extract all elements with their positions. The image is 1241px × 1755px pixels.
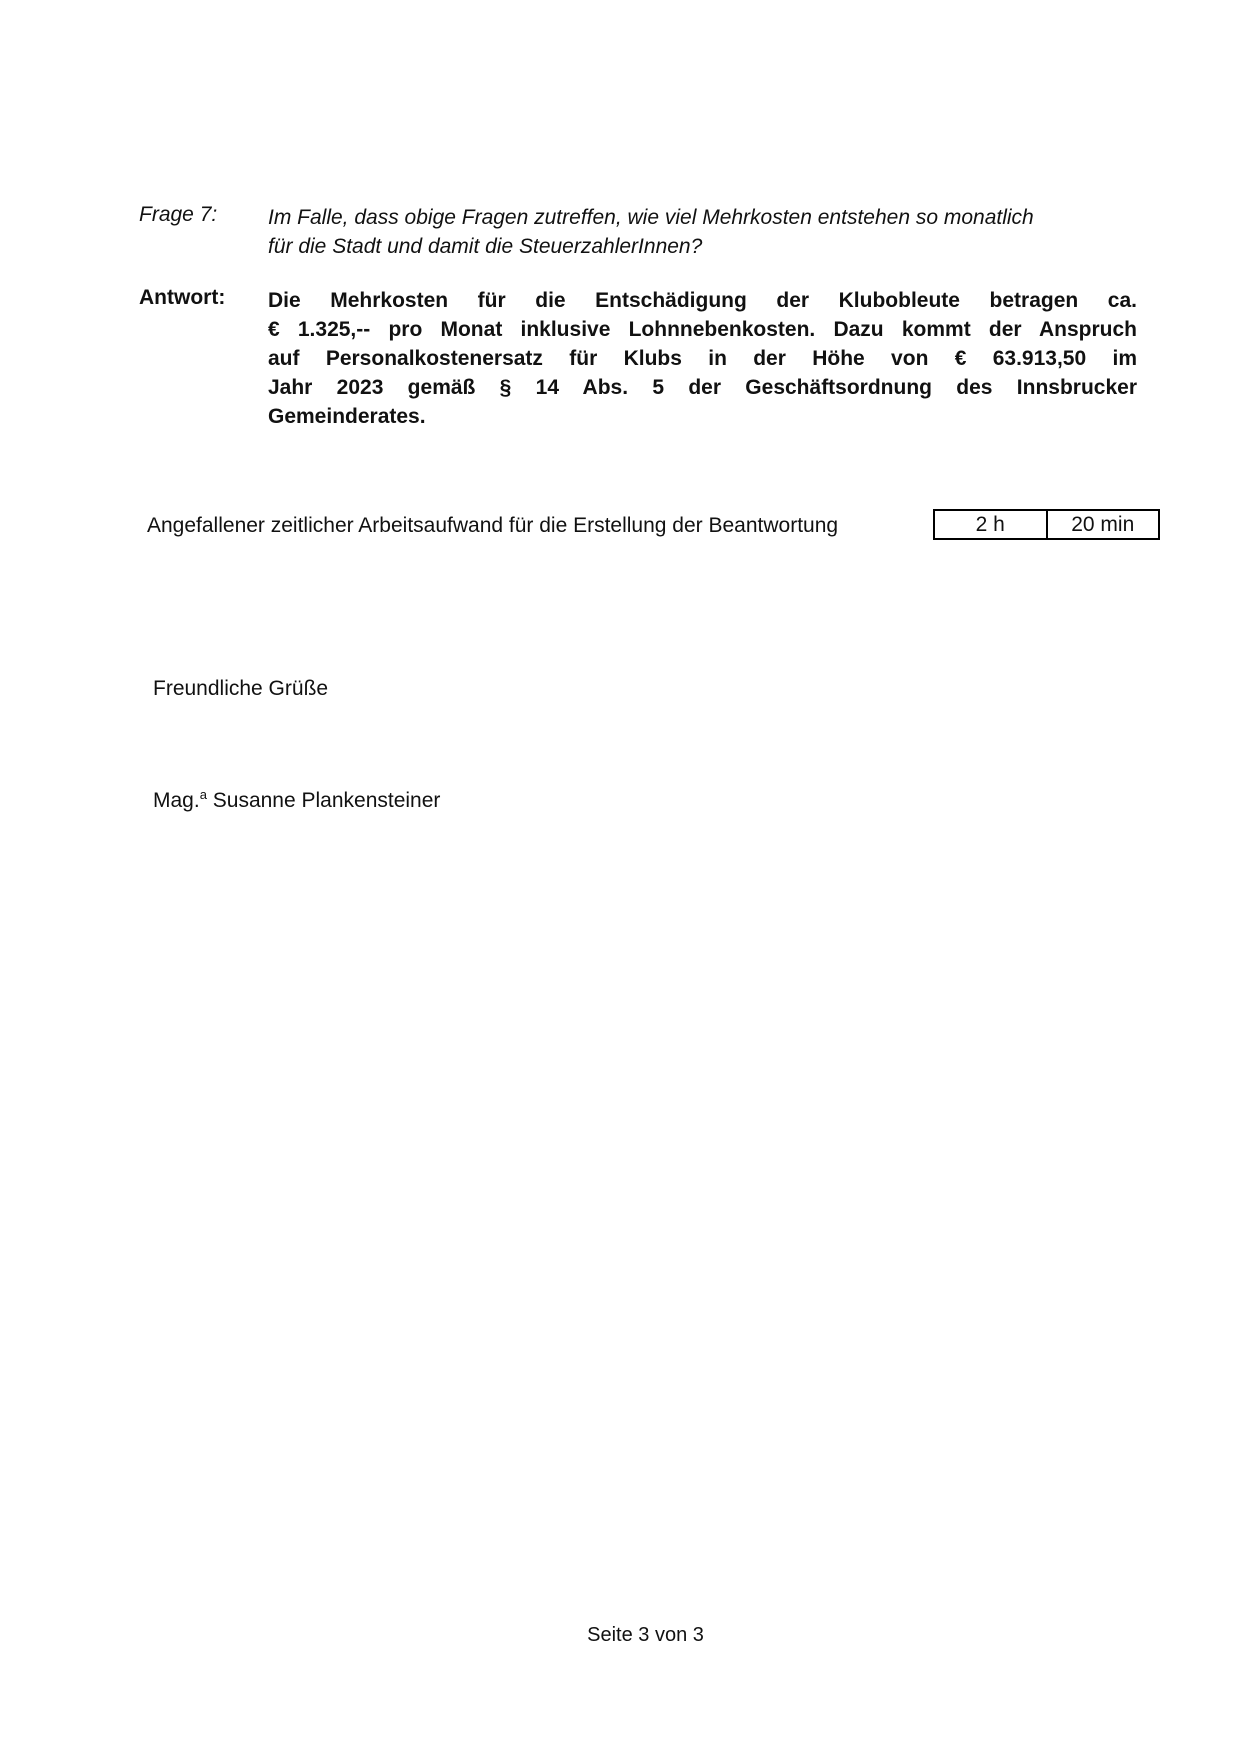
signature-name: Susanne Plankensteiner: [206, 789, 441, 812]
closing-text: Freundliche Grüße: [153, 677, 329, 700]
effort-hours-cell: 2 h: [935, 511, 1048, 538]
answer-text-line: Die Mehrkosten für die Entschädigung der Klubobleute betragen ca.: [268, 289, 1137, 312]
question-label: Frage 7:: [139, 203, 218, 226]
answer-text-line: Gemeinderates.: [268, 405, 426, 428]
answer-text-line: auf Personalkostenersatz für Klubs in der Höhe von € 63.913,50 im: [268, 347, 1137, 370]
effort-table: [933, 509, 1160, 540]
signature-superscript: a: [199, 787, 207, 802]
effort-minutes-cell: 20 min: [1071, 512, 1135, 536]
answer-text-line: € 1.325,-- pro Monat inklusive Lohnnebenkosten. Dazu kommt der Anspruch: [268, 318, 1137, 341]
answer-text-line: Jahr 2023 gemäß § 14 Abs. 5 der Geschäftsordnung des Innsbrucker: [268, 376, 1137, 399]
effort-label: Angefallener zeitlicher Arbeitsaufwand für die Erstellung der Beantwortung: [147, 514, 839, 537]
question-text: [268, 203, 1034, 261]
answer-label: Antwort:: [139, 286, 226, 309]
question-text-line: für die Stadt und damit die SteuerzahlerInnen?: [268, 235, 703, 258]
signature-text: [153, 787, 440, 813]
page-footer: Seite 3 von 3: [587, 1624, 704, 1646]
question-text-line: Im Falle, dass obige Fragen zutreffen, wie viel Mehrkosten entstehen so monatlich: [268, 206, 1034, 229]
answer-paragraph: [268, 286, 1137, 431]
signature-prefix: Mag.: [153, 789, 200, 812]
